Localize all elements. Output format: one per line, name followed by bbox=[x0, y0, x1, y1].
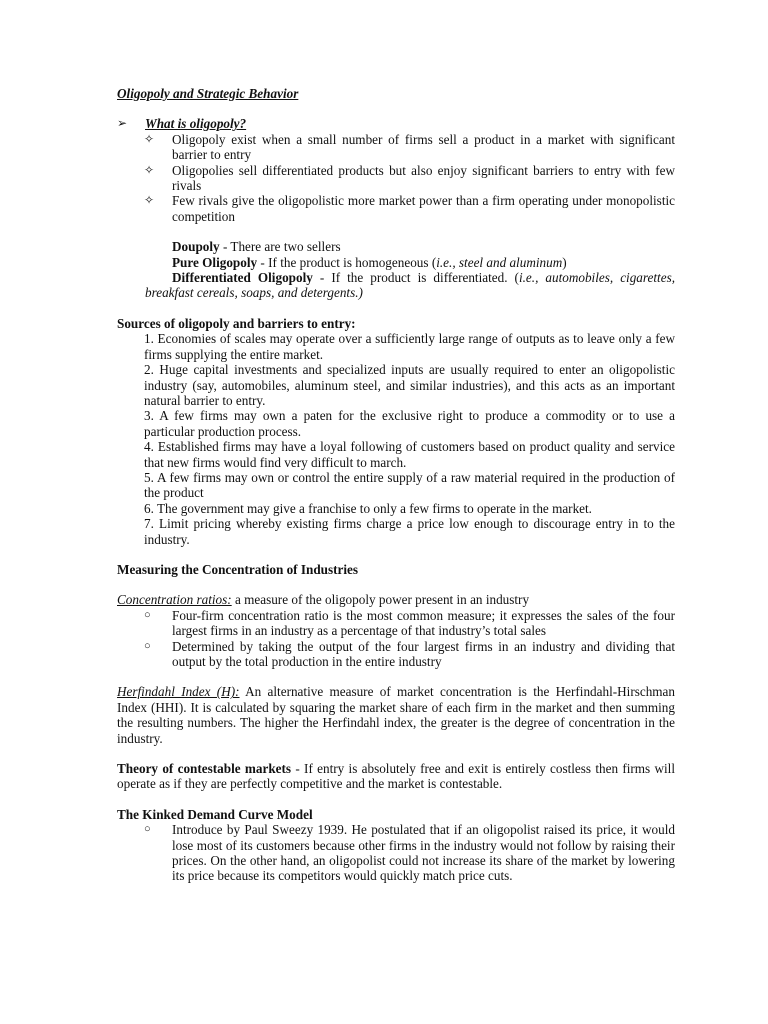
circle-bullet-icon: ○ bbox=[144, 608, 151, 621]
what-is-heading: What is oligopoly? bbox=[145, 116, 247, 132]
hhi-term: Herfindahl Index (H): bbox=[117, 684, 240, 700]
what-is-bullet: Few rivals give the oligopolistic more market power than a firm operating under monopolistic competition bbox=[172, 193, 675, 224]
sources-heading: Sources of oligopoly and barriers to entry: bbox=[117, 315, 356, 331]
list-item: 3. A few firms may own a paten for the exclusive right to produce a commodity or to use a particular production process. bbox=[144, 408, 675, 439]
list-item bbox=[117, 193, 675, 224]
pure-term: Pure Oligopoly bbox=[172, 254, 258, 270]
list-item bbox=[117, 163, 675, 194]
list-item bbox=[117, 608, 675, 639]
doupoly-def: - There are two sellers bbox=[219, 239, 341, 255]
list-item: 1. Economies of scales may operate over a sufficiently large range of outputs as to leave only a few firms supplying the entire market. bbox=[144, 331, 675, 362]
contestable-term: Theory of contestable markets bbox=[117, 761, 292, 777]
pure-close: ) bbox=[562, 254, 567, 270]
doupoly-term: Doupoly bbox=[172, 239, 220, 255]
pure-example: i.e., steel and aluminum bbox=[436, 254, 563, 270]
list-item bbox=[117, 132, 675, 163]
list-item bbox=[117, 639, 675, 670]
measuring-heading: Measuring the Concentration of Industries bbox=[117, 561, 359, 577]
diff-example: i.e., automobiles, cigarettes, breakfast cereals, soaps, and detergents.) bbox=[145, 270, 676, 301]
diamond-bullet-icon: ✧ bbox=[144, 193, 155, 208]
document-title: Oligopoly and Strategic Behavior bbox=[117, 86, 299, 101]
arrow-bullet-icon: ➢ bbox=[117, 116, 128, 131]
pure-def: - If the product is homogeneous ( bbox=[257, 254, 437, 270]
diff-term: Differentiated Oligopoly bbox=[172, 270, 313, 286]
list-item: 6. The government may give a franchise to only a few firms to operate in the market. bbox=[144, 500, 592, 516]
diamond-bullet-icon: ✧ bbox=[144, 162, 155, 177]
list-item: 5. A few firms may own or control the entire supply of a raw material required in the production of the product bbox=[144, 469, 675, 501]
contestable-def: - If entry is absolutely free and exit is entirely costless then firms will operate as if they are perfectly competitive and the market is contestable. bbox=[117, 761, 676, 792]
circle-bullet-icon: ○ bbox=[144, 823, 151, 836]
differentiated-oligopoly-definition bbox=[117, 270, 675, 301]
concentration-ratio-definition bbox=[117, 592, 675, 607]
diff-def: - If the product is differentiated. ( bbox=[312, 270, 519, 286]
what-is-bullet: Oligopolies sell differentiated products but also enjoy significant barriers to entry with few rivals bbox=[172, 162, 675, 194]
list-item: 7. Limit pricing whereby existing firms charge a price low enough to discourage entry in to the industry. bbox=[144, 516, 675, 547]
list-item bbox=[117, 822, 675, 884]
diamond-bullet-icon: ✧ bbox=[144, 131, 155, 146]
cr-term: Concentration ratios: bbox=[117, 592, 232, 608]
list-item: 4. Established firms may have a loyal following of customers based on product quality and service that new firms would find very difficult to march. bbox=[144, 439, 675, 470]
herfindahl-paragraph bbox=[117, 684, 675, 746]
circle-bullet-icon: ○ bbox=[144, 639, 151, 652]
kinked-heading: The Kinked Demand Curve Model bbox=[117, 806, 313, 822]
cr-bullet: Four-firm concentration ratio is the most common measure; it expresses the sales of the four largest firms in an industry as a percentage of that industry’s total sales bbox=[172, 607, 675, 639]
contestable-paragraph bbox=[117, 761, 675, 792]
cr-def: a measure of the oligopoly power present in an industry bbox=[231, 592, 530, 608]
cr-bullet: Determined by taking the output of the four largest firms in an industry and dividing that output by the total production in the entire industry bbox=[172, 638, 675, 669]
what-is-bullet: Oligopoly exist when a small number of firms sell a product in a market with significant barrier to entry bbox=[172, 131, 675, 163]
list-item: 2. Huge capital investments and specialized inputs are usually required to enter an oligopolistic industry (say, automobiles, aluminum steel, and similar industries), and this acts as an important natural barrier to entry. bbox=[144, 362, 675, 408]
pure-oligopoly-definition bbox=[117, 255, 675, 270]
hhi-def: An alternative measure of market concentration is the Herfindahl-Hirschman Index (HHI). It is calculated by squaring the market share of each firm in the market and then summing the resulting numbers. The higher the Herfindahl index, the greater is the degree of concentration in the industry. bbox=[117, 684, 675, 746]
kinked-bullet: Introduce by Paul Sweezy 1939. He postulated that if an oligopolist raised its price, it would lose most of its customers because other firms in the industry would not follow by raising their prices. On the other hand, an oligopolist could not increase its share of the market by lowering its price because its competitors would quickly match price cuts. bbox=[172, 822, 675, 884]
what-is-heading-row bbox=[117, 116, 675, 131]
document-body bbox=[117, 86, 675, 884]
doupoly-definition bbox=[117, 239, 675, 254]
